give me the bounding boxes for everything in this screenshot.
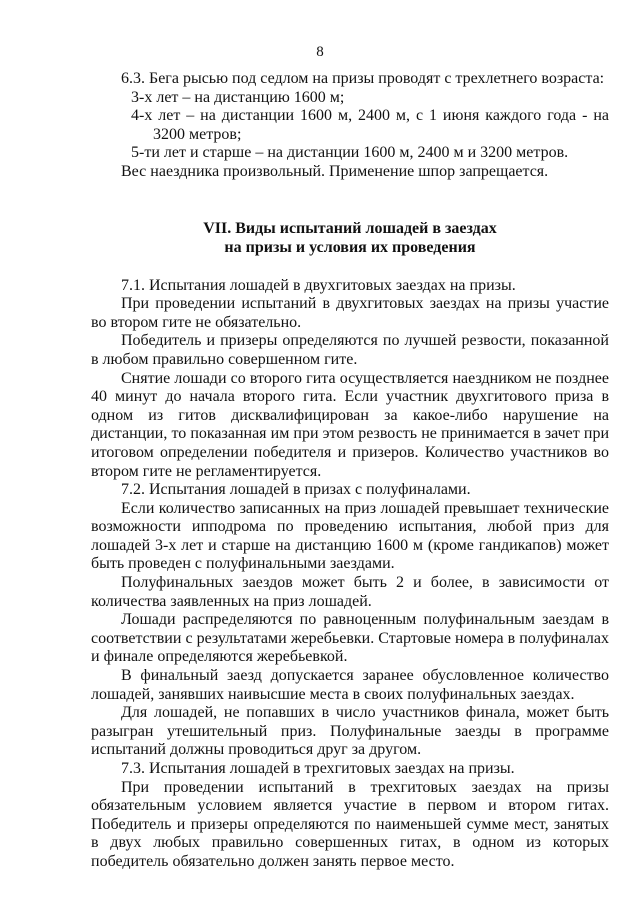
paragraph: Для лошадей, не попавших в число участников финала, может быть разыгран утешительный приз. Полуфинальные заезды в программе испытаний должны проводиться друг за другом. [91, 704, 609, 759]
paragraph: Снятие лошади со второго гита осуществляется наездником не позднее 40 минут до начала второго гита. Если участник двухгитового приза в одном из гитов дисквалифицирован за какое-либо нарушение на дистанции, то показанная им при этом резвость не принимается в зачет при итоговом определении победителя и призеров. Количество участников во втором гите не регламентируется. [91, 369, 609, 480]
list-item: 4-х лет – на дистанции 1600 м, 2400 м, с 1 июня каждого года - на 3200 метров; [131, 107, 609, 143]
heading-line-2: на призы и условия их проведения [224, 238, 476, 256]
paragraph: В финальный заезд допускается заранее обусловленное количество лошадей, занявших наивысшие места в своих полуфинальных заездах. [91, 667, 609, 703]
page-number: 8 [316, 44, 324, 60]
paragraph: Лошади распределяются по равноценным полуфинальным заездам в соответствии с результатами жеребьевки. Стартовые номера в полуфиналах и финале определяются жеребьевкой. [91, 611, 609, 666]
paragraph-6-3-lead: 6.3. Бега рысью под седлом на призы проводят с трехлетнего возраста: [121, 70, 605, 87]
paragraph: Если количество записанных на приз лошадей превышает технические возможности ипподрома по проведению испытания, любой приз для лошадей 3-х лет и старше на дистанцию 1600 м (кроме гандикапов) может быть проведен с полуфинальными заездами. [91, 499, 609, 573]
list-item: 3-х лет – на дистанцию 1600 м; [131, 88, 345, 106]
paragraph: 7.1. Испытания лошадей в двухгитовых заездах на призы. [121, 276, 516, 294]
paragraph-6-3-after: Вес наездника произвольный. Применение шпор запрещается. [121, 162, 549, 180]
paragraph: При проведении испытаний в трехгитовых заездах на призы обязательным условием является участие в первом и втором гитах. Победитель и призеры определяются по наименьшей сумме мест, занятых в двух любых правильно совершенных гитах, в одном из которых победитель обязательно должен занять первое место. [91, 778, 609, 870]
heading-line-1: VII. Виды испытаний лошадей в заездах [203, 219, 497, 237]
document-body [91, 70, 609, 872]
paragraph: 7.2. Испытания лошадей в призах с полуфиналами. [121, 481, 471, 499]
paragraph: Полуфинальных заездов может быть 2 и более, в зависимости от количества заявленных на приз лошадей. [91, 574, 609, 610]
paragraph: 7.3. Испытания лошадей в трехгитовых заездах на призы. [121, 760, 515, 777]
list-item: 5-ти лет и старше – на дистанции 1600 м, 2400 м и 3200 метров. [131, 144, 569, 162]
section-heading [91, 219, 609, 257]
paragraph: Победитель и призеры определяются по лучшей резвости, показанной в любом правильно совершенном гите. [91, 332, 609, 368]
paragraph: При проведении испытаний в двухгитовых заездах на призы участие во втором гите не обязательно. [91, 295, 609, 331]
